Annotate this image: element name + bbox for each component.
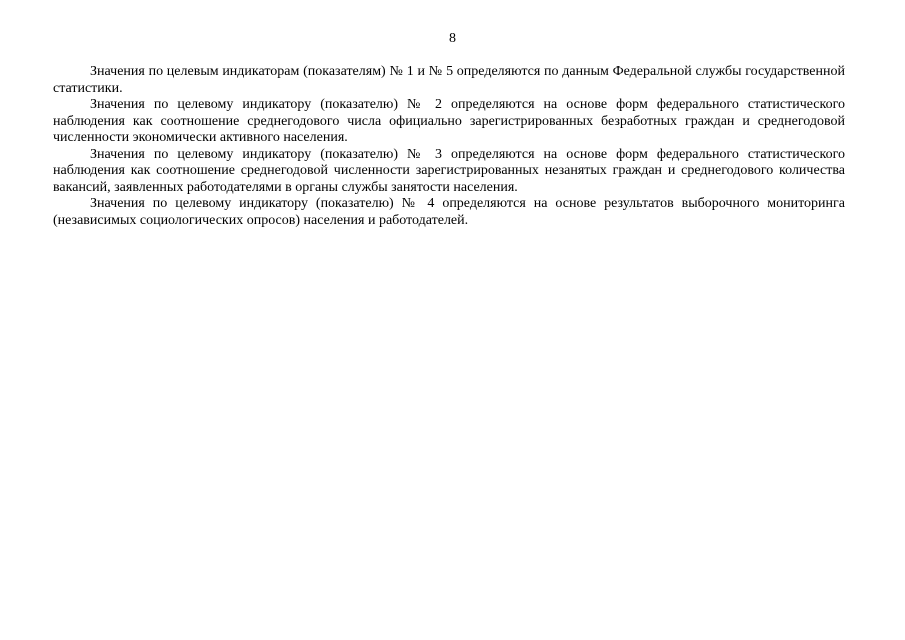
paragraph-indicator-3: Значения по целевому индикатору (показателю) № 3 определяются на основе форм федерального статистического наблюдения как соотношение среднегодовой численности зарегистрированных незанятых граждан и среднегодового количества вакансий, заявленных работодателями в органы службы занятости населения. [53,146,845,195]
document-body [53,64,845,229]
page-number: 8 [449,31,456,46]
paragraph-indicators-1-5: Значения по целевым индикаторам (показателям) № 1 и № 5 определяются по данным Федеральной службы государственной статистики. [53,64,845,96]
paragraph-indicator-2: Значения по целевому индикатору (показателю) № 2 определяются на основе форм федерального статистического наблюдения как соотношение среднегодового числа официально зарегистрированных безработных граждан и среднегодовой численности экономически активного населения. [53,97,845,145]
paragraph-indicator-4: Значения по целевому индикатору (показателю) № 4 определяются на основе результатов выборочного мониторинга (независимых социологических опросов) населения и работодателей. [53,196,845,228]
